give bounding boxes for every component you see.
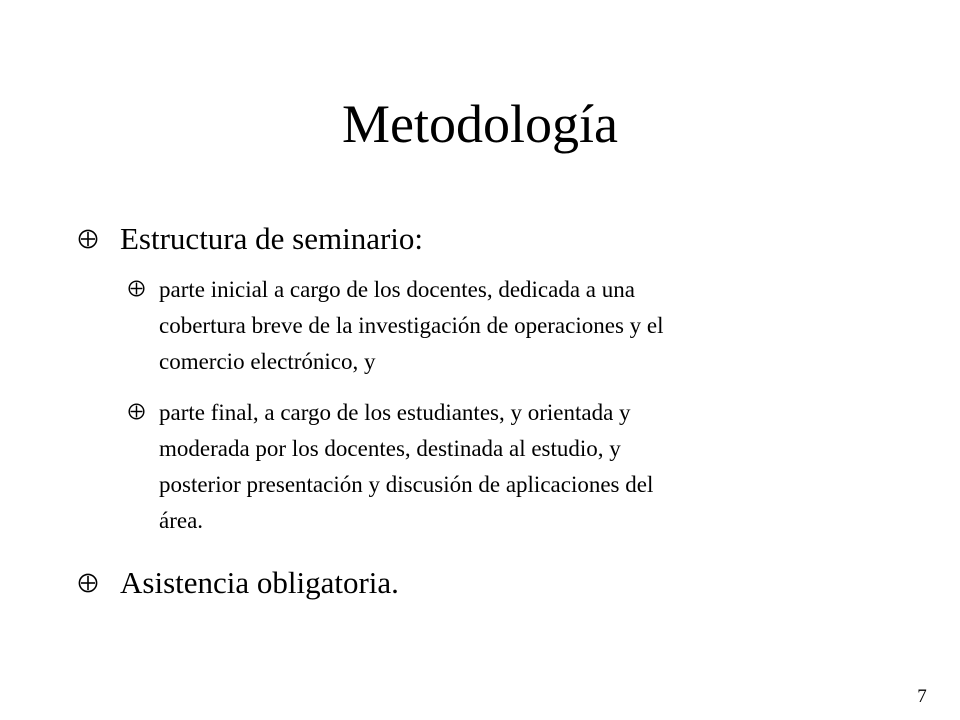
bullet-text: Asistencia obligatoria. xyxy=(120,565,399,600)
circled-plus-icon xyxy=(128,280,145,297)
circled-plus-icon xyxy=(78,229,98,249)
text-line: área. xyxy=(159,508,204,533)
circled-plus-icon xyxy=(128,403,145,420)
sub-bullet-text xyxy=(159,272,879,380)
circled-plus-icon xyxy=(78,573,98,593)
bullet-text: Estructura de seminario: xyxy=(120,221,424,256)
text-line: parte inicial a cargo de los docentes, dedicada a una xyxy=(159,277,635,302)
text-line: cobertura breve de la investigación de operaciones y el xyxy=(159,313,664,338)
text-line: posterior presentación y discusión de aplicaciones del xyxy=(159,472,654,497)
text-line: comercio electrónico, y xyxy=(159,349,376,374)
sub-bullet-text xyxy=(159,395,879,539)
slide-title: Metodología xyxy=(342,94,618,154)
page-number: 7 xyxy=(917,686,927,707)
text-line: moderada por los docentes, destinada al estudio, y xyxy=(159,436,621,461)
text-line: parte final, a cargo de los estudiantes, y orientada y xyxy=(159,400,631,425)
